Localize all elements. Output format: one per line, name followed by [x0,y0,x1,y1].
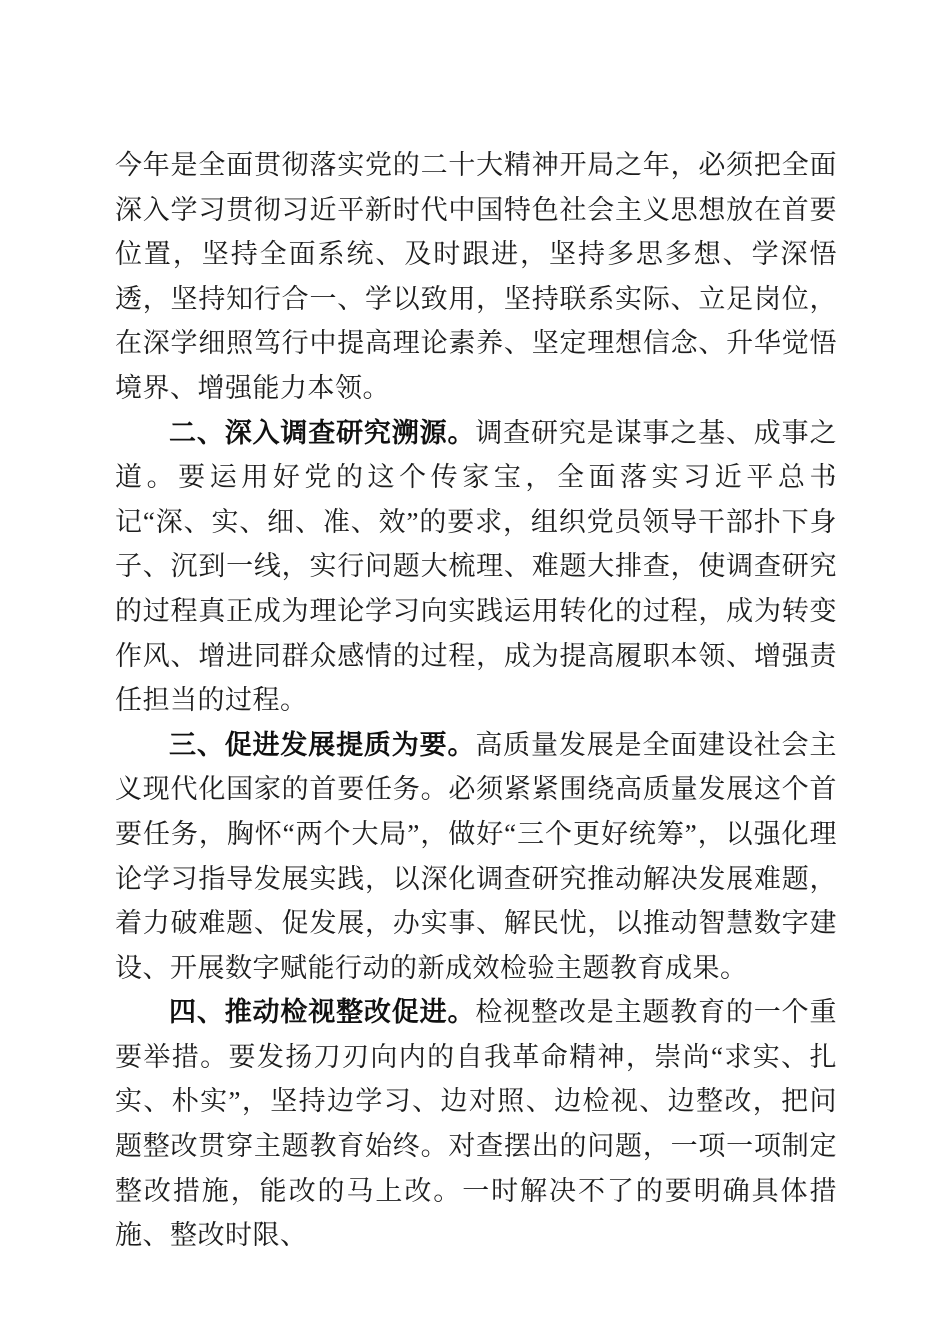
paragraph-4-body: 检视整改是主题教育的一个重要举措。要发扬刀刃向内的自我革命精神，崇尚“求实、扎实、朴实”，坚持边学习、边对照、边检视、边整改，把问题整改贯穿主题教育始终。对查摆出的问题，一项一项制定整改措施，能改的马上改。一时解决不了的要明确具体措施、整改时限、 [115,997,838,1251]
paragraph-section-4 [115,990,837,1258]
paragraph-3-body: 高质量发展是全面建设社会主义现代化国家的首要任务。必须紧紧围绕高质量发展这个首要任务，胸怀“两个大局”，做好“三个更好统筹”，以强化理论学习指导发展实践，以深化调查研究推动解决发展难题，着力破难题、促发展，办实事、解民忧，以推动智慧数字建设、开展数字赋能行动的新成效检验主题教育成果。 [115,729,838,983]
paragraph-section-2 [115,411,837,723]
document-text-block [115,143,837,1258]
paragraph-2-heading: 二、深入调查研究溯源。 [169,417,476,448]
paragraph-section-3 [115,723,837,991]
paragraph-continuation [115,143,837,411]
paragraph-3-heading: 三、促进发展提质为要。 [169,729,476,760]
paragraph-4-heading: 四、推动检视整改促进。 [169,997,476,1028]
paragraph-1-body: 今年是全面贯彻落实党的二十大精神开局之年，必须把全面深入学习贯彻习近平新时代中国特色社会主义思想放在首要位置，坚持全面系统、及时跟进，坚持多思多想、学深悟透，坚持知行合一、学以致用，坚持联系实际、立足岗位，在深学细照笃行中提高理论素养、坚定理想信念、升华觉悟境界、增强能力本领。 [115,150,837,403]
paragraph-2-body: 调查研究是谋事之基、成事之道。要运用好党的这个传家宝，全面落实习近平总书记“深、实、细、准、效”的要求，组织党员领导干部扑下身子、沉到一线，实行问题大梳理、难题大排查，使调查研究的过程真正成为理论学习向实践运用转化的过程，成为转变作风、增进同群众感情的过程，成为提高履职本领、增强责任担当的过程。 [115,417,838,716]
